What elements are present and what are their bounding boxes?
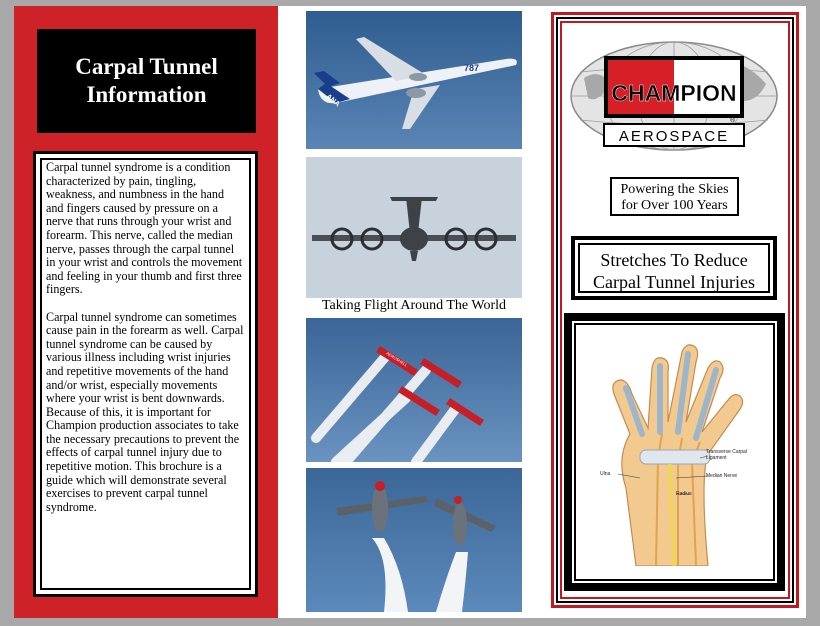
body-text bbox=[46, 161, 244, 528]
tail-label: 787 bbox=[464, 63, 480, 73]
page-title: Carpal Tunnel Information bbox=[75, 54, 218, 107]
title-box bbox=[37, 29, 256, 133]
stretch-heading: Stretches To Reduce Carpal Tunnel Injuries bbox=[578, 243, 770, 293]
slogan: Powering the Skies for Over 100 Years bbox=[610, 177, 739, 216]
photo-formation bbox=[306, 318, 522, 462]
label-radius: Radius bbox=[676, 491, 692, 497]
transport-image bbox=[306, 157, 522, 298]
logo-sub: AEROSPACE bbox=[618, 128, 730, 145]
photo-transport bbox=[306, 157, 522, 298]
label-ulna: Ulna bbox=[600, 471, 611, 477]
logo-brand: CHAMPION bbox=[611, 80, 737, 106]
airline-label: ANA bbox=[324, 93, 341, 109]
body-paragraph: Carpal tunnel syndrome can sometimes cause pain in the forearm as well. Carpal tunnel syndrome can be caused by various illness including wrist injuries and repetitive movements of the hand and/or wrist, especially movements where your wrist is bent downwards. Because of this, it is important for Champion production associates to take the necessary precautions to prevent the effects of carpal tunnel injury due to repetitive motion. This brochure is a guide which will demonstrate several exercises to prevent carpal tunnel syndrome. bbox=[46, 309, 244, 514]
body-frame bbox=[33, 151, 258, 597]
photo-caption: Taking Flight Around The World bbox=[321, 298, 507, 313]
photo-airliner bbox=[306, 11, 522, 149]
stretch-heading-box bbox=[571, 236, 777, 300]
body-paragraph: Carpal tunnel syndrome is a condition characterized by pain, tingling, weakness, and numbness in the hand and fingers caused by pressure on a nerve that runs through your wrist and forearm. This nerve, called the median nerve, passes through the carpal tunnel in your wrist and controls the movement and feeling in your thumb and first three fingers. bbox=[46, 160, 243, 297]
label-median-nerve: Median Nerve bbox=[706, 473, 738, 479]
champion-logo bbox=[570, 38, 780, 156]
logo-mark: ® bbox=[730, 117, 736, 124]
formation-image bbox=[306, 318, 522, 462]
wing-label: AEROSHELL bbox=[385, 350, 409, 368]
label-ligament: Transverse Carpal Ligament bbox=[706, 449, 747, 461]
photo-smoke bbox=[306, 468, 522, 612]
airliner-image bbox=[306, 11, 522, 149]
smoke-image bbox=[306, 468, 522, 612]
